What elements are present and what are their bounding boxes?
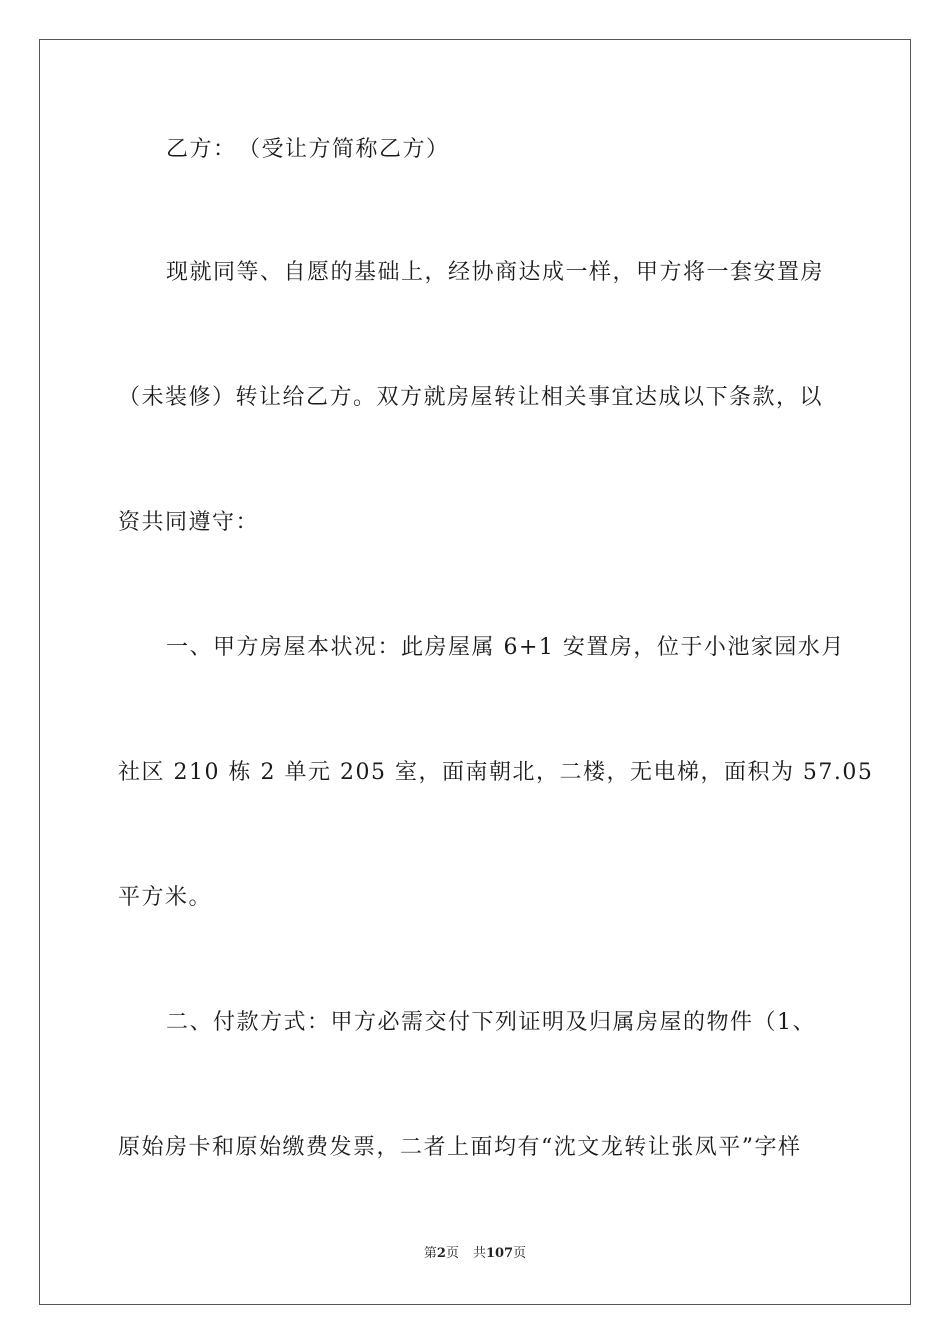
page-footer <box>0 1245 950 1263</box>
page-suffix: 页 <box>445 1246 459 1261</box>
party-b-line: 乙方： （受让方简称乙方） <box>166 137 450 162</box>
paragraph-line: 原始房卡和原始缴费发票，二者上面均有“沈文龙转让张凤平”字样 <box>118 1135 802 1160</box>
paragraph-line: 资共同遵守： <box>118 510 260 535</box>
page-frame <box>39 39 911 1305</box>
paragraph-line: 社区 210 栋 2 单元 205 室，面南朝北，二楼，无电梯，面积为 57.05 <box>118 760 874 785</box>
paragraph-line: （未装修）转让给乙方。双方就房屋转让相关事宜达成以下条款，以 <box>118 385 824 410</box>
total-prefix: 共 <box>472 1246 486 1261</box>
total-suffix: 页 <box>513 1246 527 1261</box>
page-prefix: 第 <box>423 1246 437 1261</box>
paragraph-line: 平方米。 <box>118 885 213 910</box>
paragraph-line: 二、付款方式：甲方必需交付下列证明及归属房屋的物件（1、 <box>166 1010 816 1035</box>
page-number: 2 <box>436 1246 446 1261</box>
paragraph-line: 一、甲方房屋本状况：此房屋属 6+1 安置房，位于小池家园水月 <box>166 635 845 660</box>
total-pages: 107 <box>485 1246 514 1261</box>
paragraph-line: 现就同等、自愿的基础上，经协商达成一样，甲方将一套安置房 <box>166 260 825 285</box>
